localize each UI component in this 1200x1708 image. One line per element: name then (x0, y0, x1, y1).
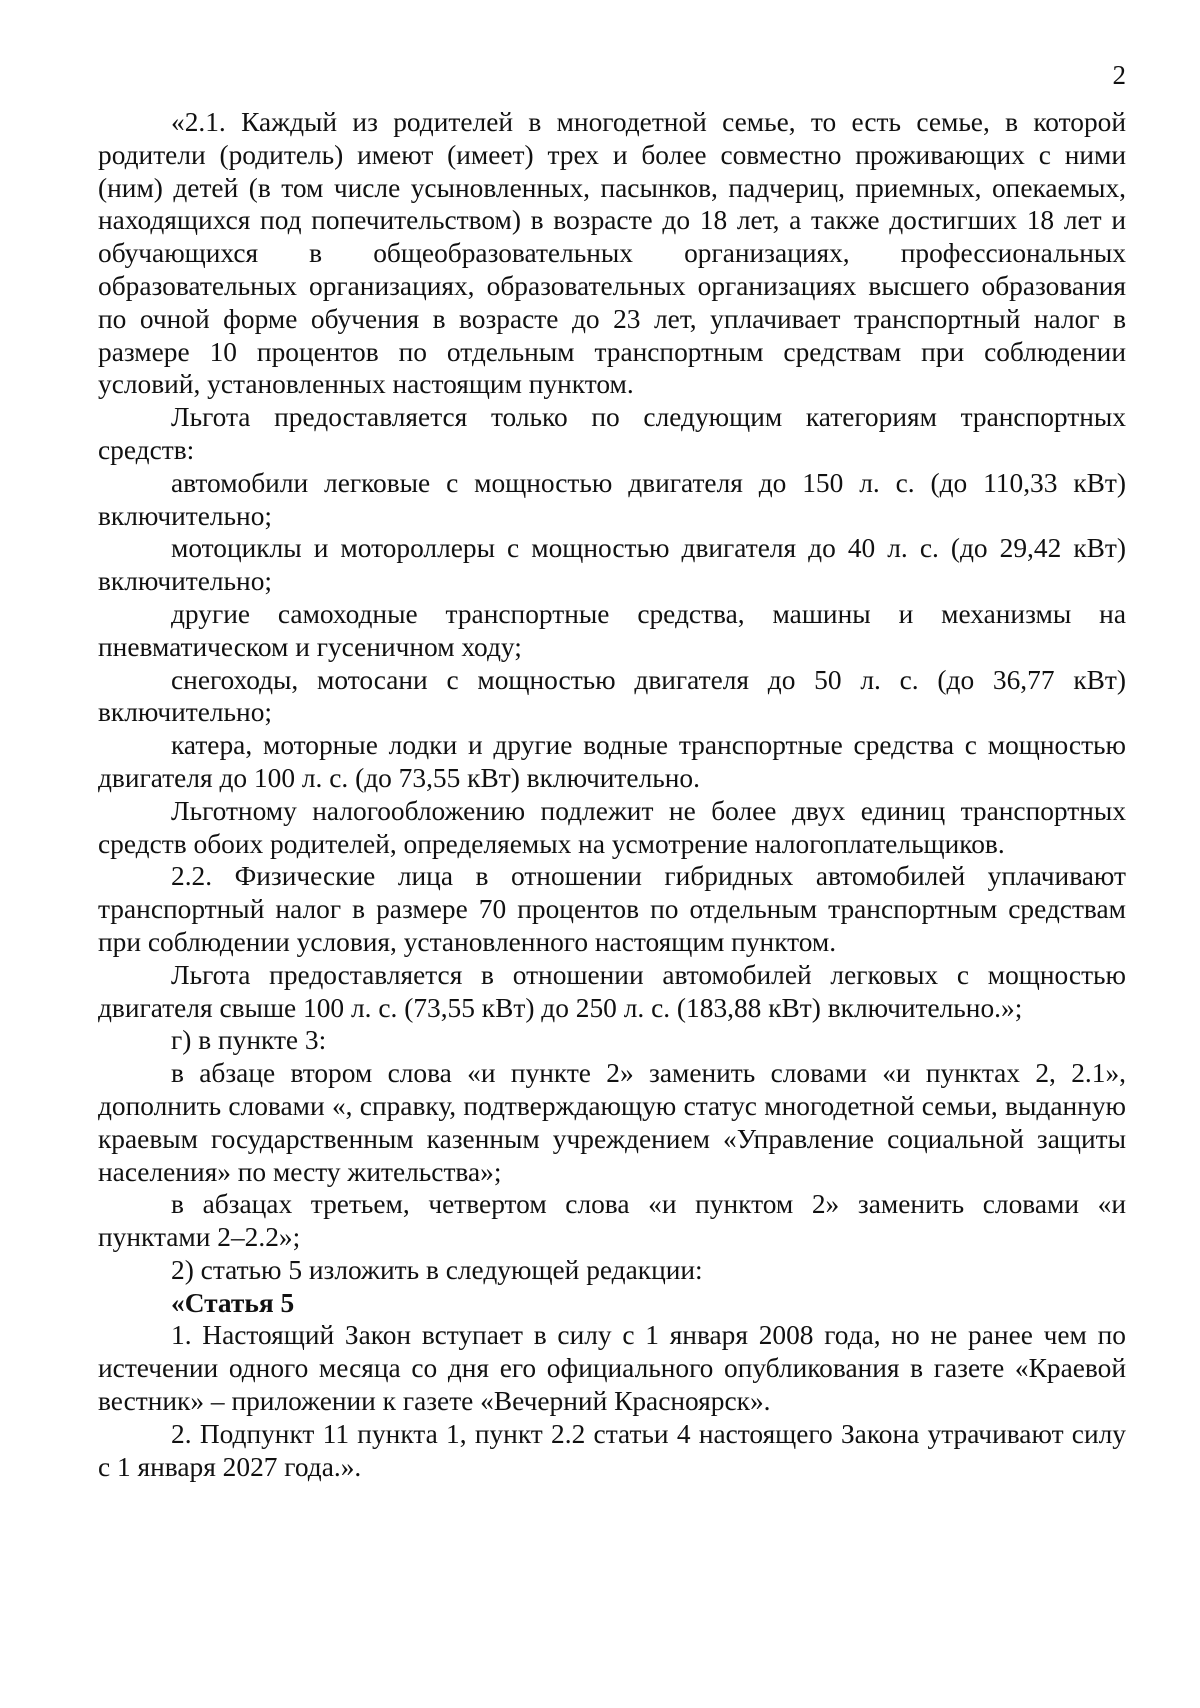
article-5-heading: «Статья 5 (171, 1287, 295, 1318)
paragraph-two-units-limit: Льготному налогообложению подлежит не более двух единиц транспортных средств обоих родителей, определяемых на усмотрение налогоплательщиков. (98, 795, 1126, 859)
paragraph-point-3: г) в пункте 3: (171, 1025, 327, 1056)
paragraph-2-1-large-family: «2.1. Каждый из родителей в многодетной семье, то есть семье, в которой родители (родитель) имеют (имеет) трех и более совместно проживающих с ними (ним) детей (в том числе усыновленных, пасынков, падчериц, приемных, опекаемых, находящихся под попечительством) в возрасте до 18 лет, а также достигших 18 лет и обучающихся в общеобразовательных организациях, профессиональных образовательных организациях, образовательных организациях высшего образования по очной форме обучения в возрасте до 23 лет, уплачивает транспортный налог в размере 10 процентов по отдельным транспортным средствам при соблюдении условий, установленных настоящим пунктом. (98, 107, 1126, 400)
page-number: 2 (1112, 60, 1126, 90)
paragraph-boats: катера, моторные лодки и другие водные транспортные средства с мощностью двигателя до 100 л. с. (до 73,55 кВт) включительно. (98, 730, 1126, 793)
document-body (98, 106, 1126, 1483)
paragraph-second-abzac: в абзаце втором слова «и пункте 2» заменить словами «и пунктах 2, 2.1», дополнить словами «, справку, подтверждающую статус многодетной семьи, выданную краевым государственным казенным учреждением «Управление социальной защиты населения» по месту жительства»; (98, 1058, 1126, 1187)
paragraph-benefit-categories: Льгота предоставляется только по следующим категориям транспортных средств: (98, 402, 1126, 465)
paragraph-hybrid-benefit: Льгота предоставляется в отношении автомобилей легковых с мощностью двигателя свыше 100 л. с. (73,55 кВт) до 250 л. с. (183,88 кВт) включительно.»; (98, 959, 1126, 1023)
paragraph-third-fourth-abzac: в абзацах третьем, четвертом слова «и пунктом 2» заменить словами «и пунктами 2–2.2»; (98, 1189, 1126, 1253)
paragraph-article-5-point-2: 2. Подпункт 11 пункта 1, пункт 2.2 статьи 4 настоящего Закона утрачивают силу с 1 января 2027 года.». (98, 1418, 1126, 1482)
paragraph-self-propelled: другие самоходные транспортные средства, машины и механизмы на пневматическом и гусеничном ходу; (98, 598, 1126, 662)
paragraph-2-2-hybrid: 2.2. Физические лица в отношении гибридных автомобилей уплачивают транспортный налог в размере 70 процентов по отдельным транспортным средствам при соблюдении условия, установленного настоящим пунктом. (98, 861, 1126, 957)
paragraph-cars: автомобили легковые с мощностью двигателя до 150 л. с. (до 110,33 кВт) включительно; (98, 467, 1126, 531)
paragraph-motorcycles: мотоциклы и мотороллеры с мощностью двигателя до 40 л. с. (до 29,42 кВт) включительно; (98, 533, 1126, 597)
paragraph-article-5-edit: 2) статью 5 изложить в следующей редакции: (171, 1254, 703, 1285)
paragraph-article-5-point-1: 1. Настоящий Закон вступает в силу с 1 января 2008 года, но не ранее чем по истечении одного месяца со дня его официального опубликования в газете «Краевой вестник» – приложении к газете «Вечерний Красноярск». (98, 1320, 1126, 1417)
paragraph-snowmobiles: снегоходы, мотосани с мощностью двигателя до 50 л. с. (до 36,77 кВт) включительно; (98, 664, 1126, 728)
